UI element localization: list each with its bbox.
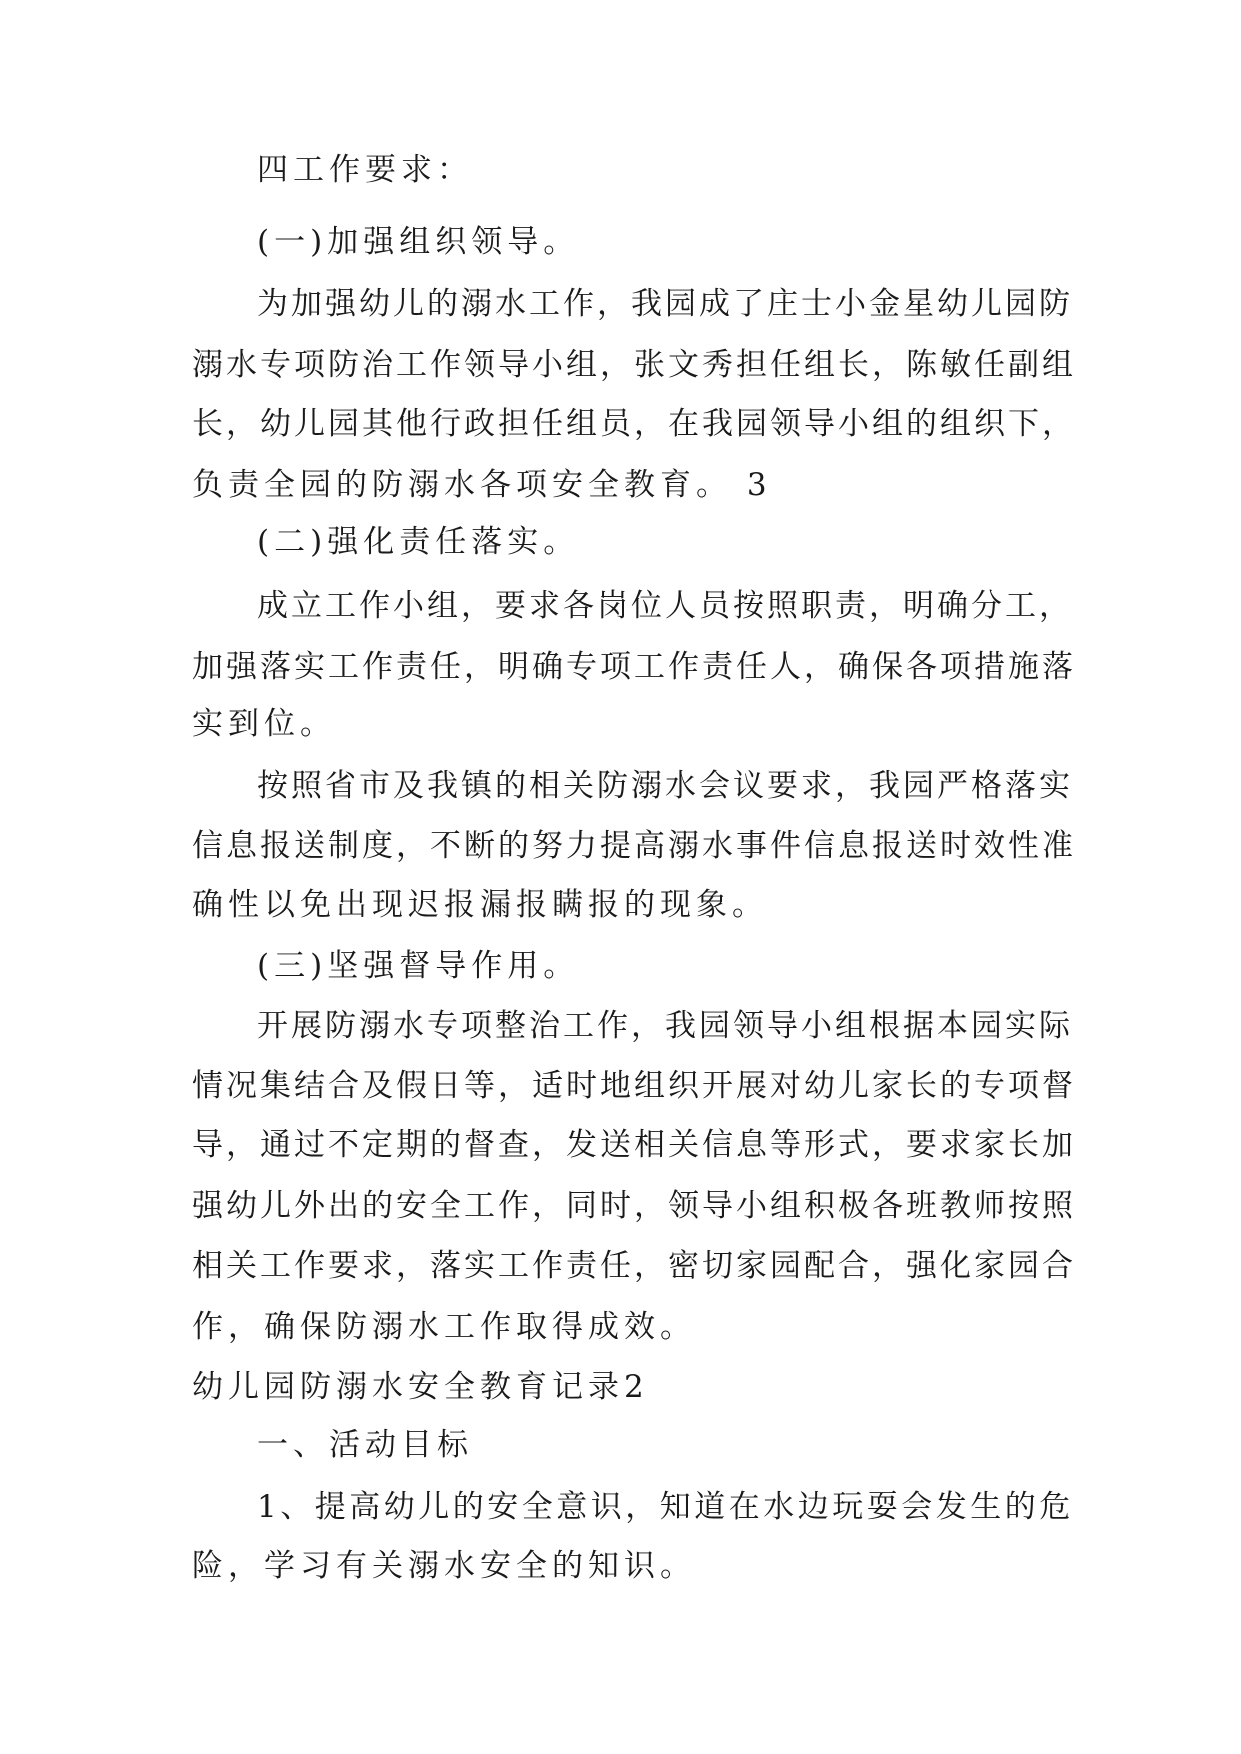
- paragraph-line: 1、提高幼儿的安全意识，知道在水边玩耍会发生的危: [257, 1489, 1074, 1525]
- paragraph-line: 导，通过不定期的督查，发送相关信息等形式，要求家长加: [192, 1127, 1076, 1163]
- subsection-heading: (三)坚强督导作用。: [257, 948, 580, 984]
- paragraph-line: 强幼儿外出的安全工作，同时，领导小组积极各班教师按照: [192, 1188, 1076, 1224]
- paragraph-line: 信息报送制度，不断的努力提高溺水事件信息报送时效性准: [192, 828, 1076, 864]
- section-heading: 一、活动目标: [257, 1427, 473, 1463]
- paragraph-line: 情况集结合及假日等，适时地组织开展对幼儿家长的专项督: [192, 1068, 1076, 1104]
- paragraph-line: 确性以免出现迟报漏报瞒报的现象。: [192, 887, 768, 923]
- paragraph-line: 负责全园的防溺水各项安全教育。 3: [192, 467, 772, 503]
- paragraph-line: 长，幼儿园其他行政担任组员，在我园领导小组的组织下，: [192, 406, 1076, 442]
- paragraph-line: 按照省市及我镇的相关防溺水会议要求，我园严格落实: [257, 768, 1073, 804]
- paragraph-line: 险，学习有关溺水安全的知识。: [192, 1548, 696, 1584]
- paragraph-line: 实到位。: [192, 706, 336, 742]
- paragraph-line: 成立工作小组，要求各岗位人员按照职责，明确分工，: [257, 588, 1073, 624]
- paragraph-line: 开展防溺水专项整治工作，我园领导小组根据本园实际: [257, 1008, 1073, 1044]
- paragraph-line: 作，确保防溺水工作取得成效。: [192, 1309, 696, 1345]
- subsection-heading: (二)强化责任落实。: [257, 524, 580, 560]
- section-heading: 四工作要求：: [257, 152, 473, 188]
- subsection-heading: (一)加强组织领导。: [257, 224, 580, 260]
- document-title: 幼儿园防溺水安全教育记录2: [192, 1369, 649, 1405]
- paragraph-line: 加强落实工作责任，明确专项工作责任人，确保各项措施落: [192, 649, 1076, 685]
- paragraph-line: 相关工作要求，落实工作责任，密切家园配合，强化家园合: [192, 1248, 1076, 1284]
- paragraph-line: 为加强幼儿的溺水工作，我园成了庄士小金星幼儿园防: [257, 286, 1073, 322]
- paragraph-line: 溺水专项防治工作领导小组，张文秀担任组长，陈敏任副组: [192, 347, 1076, 383]
